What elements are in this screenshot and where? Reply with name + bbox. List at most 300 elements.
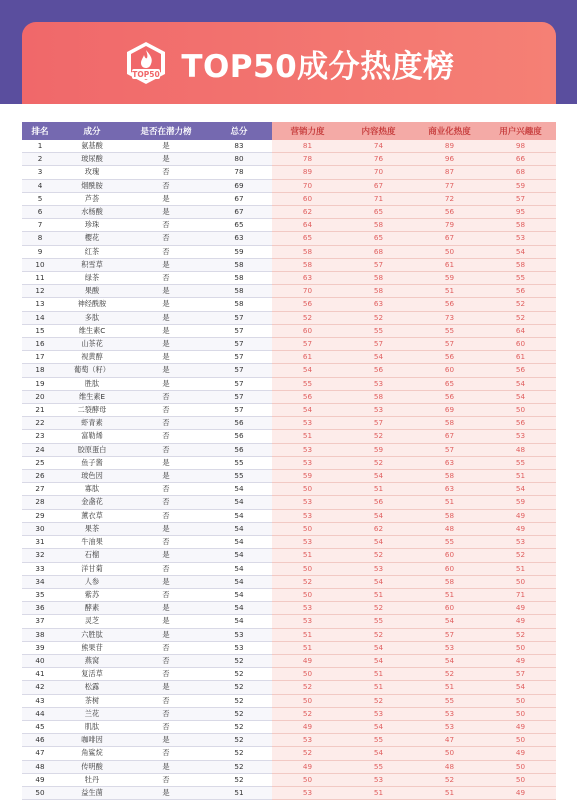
table-cell: 96 [414,153,485,166]
table-row [22,786,556,799]
table-cell: 54 [206,483,272,496]
table-cell: 67 [414,430,485,443]
table-cell: 维生素C [58,324,126,337]
table-cell: 52 [485,549,556,562]
table-cell: 否 [126,483,206,496]
table-cell: 55 [343,760,414,773]
table-cell: 54 [485,377,556,390]
table-cell: 20 [22,390,58,403]
table-cell: 58 [343,219,414,232]
table-cell: 52 [343,456,414,469]
table-cell: 58 [343,390,414,403]
table-cell: 64 [272,219,343,232]
table-cell: 53 [272,734,343,747]
table-cell: 23 [22,430,58,443]
table-cell: 54 [343,747,414,760]
table-cell: 57 [206,390,272,403]
table-cell: 63 [272,272,343,285]
table-cell: 红茶 [58,245,126,258]
table-cell: 50 [485,707,556,720]
table-cell: 是 [126,456,206,469]
table-cell: 52 [343,628,414,641]
table-row [22,773,556,786]
table-cell: 53 [206,641,272,654]
table-cell: 是 [126,351,206,364]
table-cell: 57 [206,404,272,417]
table-row [22,245,556,258]
table-cell: 1 [22,140,58,153]
table-cell: 54 [272,364,343,377]
table-row [22,298,556,311]
table-cell: 60 [485,338,556,351]
table-cell: 51 [414,496,485,509]
table-cell: 52 [485,628,556,641]
table-cell: 58 [272,245,343,258]
table-cell: 27 [22,483,58,496]
table-cell: 61 [485,351,556,364]
table-cell: 95 [485,206,556,219]
table-cell: 32 [22,549,58,562]
table-cell: 36 [22,602,58,615]
table-cell: 57 [485,192,556,205]
table-row [22,338,556,351]
table-cell: 是 [126,258,206,271]
table-cell: 30 [22,522,58,535]
table-cell: 芦荟 [58,192,126,205]
table-cell: 肌肽 [58,720,126,733]
table-cell: 54 [485,245,556,258]
table-cell: 59 [343,443,414,456]
table-cell: 富勒烯 [58,430,126,443]
table-cell: 是 [126,377,206,390]
table-cell: 传明酸 [58,760,126,773]
table-cell: 松露 [58,681,126,694]
ranking-table-container [22,122,556,800]
table-cell: 53 [272,496,343,509]
table-cell: 54 [343,509,414,522]
table-row [22,377,556,390]
table-cell: 63 [343,298,414,311]
table-cell: 49 [272,760,343,773]
table-cell: 52 [343,602,414,615]
table-cell: 98 [485,140,556,153]
table-cell: 46 [22,734,58,747]
table-cell: 65 [343,206,414,219]
table-row [22,668,556,681]
table-cell: 49 [485,747,556,760]
table-cell: 73 [414,311,485,324]
table-cell: 64 [485,324,556,337]
table-cell: 否 [126,747,206,760]
table-row [22,311,556,324]
table-cell: 否 [126,272,206,285]
table-cell: 52 [206,707,272,720]
table-cell: 87 [414,166,485,179]
table-cell: 50 [272,483,343,496]
table-cell: 51 [485,562,556,575]
table-cell: 50 [272,773,343,786]
table-row [22,509,556,522]
table-cell: 53 [272,615,343,628]
table-cell: 薰衣草 [58,509,126,522]
table-row [22,602,556,615]
table-row [22,720,556,733]
table-cell: 是 [126,311,206,324]
table-row [22,285,556,298]
table-cell: 是 [126,602,206,615]
table-cell: 53 [343,404,414,417]
table-cell: 50 [22,786,58,799]
table-cell: 60 [414,562,485,575]
table-cell: 否 [126,668,206,681]
table-cell: 55 [414,324,485,337]
table-cell: 57 [272,338,343,351]
table-cell: 56 [206,417,272,430]
table-cell: 51 [343,786,414,799]
table-cell: 玻尿酸 [58,153,126,166]
table-cell: 维生素E [58,390,126,403]
table-cell: 55 [206,456,272,469]
table-cell: 52 [206,668,272,681]
table-cell: 16 [22,338,58,351]
table-row [22,166,556,179]
table-cell: 是 [126,140,206,153]
table-cell: 否 [126,773,206,786]
table-cell: 53 [414,641,485,654]
table-cell: 52 [272,707,343,720]
table-cell: 59 [485,179,556,192]
table-cell: 是 [126,338,206,351]
table-cell: 49 [485,522,556,535]
table-cell: 57 [206,324,272,337]
table-cell: 65 [206,219,272,232]
table-cell: 63 [414,483,485,496]
table-cell: 69 [414,404,485,417]
table-cell: 50 [485,694,556,707]
table-cell: 53 [343,707,414,720]
table-cell: 58 [272,258,343,271]
table-cell: 50 [414,747,485,760]
table-cell: 34 [22,575,58,588]
table-cell: 60 [414,602,485,615]
table-cell: 52 [343,311,414,324]
table-cell: 是 [126,734,206,747]
table-cell: 否 [126,707,206,720]
table-cell: 是 [126,760,206,773]
table-cell: 14 [22,311,58,324]
table-row [22,549,556,562]
table-cell: 57 [414,443,485,456]
table-cell: 17 [22,351,58,364]
page-title: TOP50成分热度榜 [181,48,455,85]
table-cell: 50 [485,575,556,588]
table-cell: 53 [206,628,272,641]
table-cell: 2 [22,153,58,166]
table-cell: 胶原蛋白 [58,443,126,456]
table-cell: 否 [126,562,206,575]
table-cell: 50 [485,773,556,786]
table-cell: 52 [414,668,485,681]
table-cell: 否 [126,641,206,654]
table-cell: 绿茶 [58,272,126,285]
table-cell: 否 [126,417,206,430]
table-cell: 52 [343,549,414,562]
table-cell: 58 [206,258,272,271]
table-cell: 6 [22,206,58,219]
table-row [22,615,556,628]
table-cell: 56 [414,351,485,364]
table-cell: 59 [414,272,485,285]
table-cell: 65 [414,377,485,390]
table-cell: 否 [126,536,206,549]
table-cell: 13 [22,298,58,311]
table-cell: 58 [485,219,556,232]
table-cell: 酵素 [58,602,126,615]
table-cell: 49 [485,615,556,628]
table-cell: 57 [206,351,272,364]
table-cell: 紫苏 [58,588,126,601]
table-cell: 51 [206,786,272,799]
table-cell: 77 [414,179,485,192]
table-cell: 70 [343,166,414,179]
table-cell: 57 [485,668,556,681]
table-cell: 67 [414,232,485,245]
table-cell: 53 [343,562,414,575]
table-cell: 62 [343,522,414,535]
table-cell: 54 [206,588,272,601]
table-cell: 57 [206,364,272,377]
table-cell: 寡肽 [58,483,126,496]
table-cell: 神经酰胺 [58,298,126,311]
table-cell: 60 [272,324,343,337]
table-row [22,232,556,245]
table-row [22,364,556,377]
table-cell: 否 [126,390,206,403]
table-cell: 二裂酵母 [58,404,126,417]
table-cell: 兰花 [58,707,126,720]
table-cell: 49 [485,509,556,522]
table-cell: 是 [126,628,206,641]
table-cell: 54 [206,509,272,522]
table-cell: 43 [22,694,58,707]
table-cell: 否 [126,219,206,232]
table-cell: 水杨酸 [58,206,126,219]
table-header-row [22,122,556,140]
table-row [22,562,556,575]
table-cell: 51 [343,668,414,681]
table-cell: 54 [272,404,343,417]
table-cell: 41 [22,668,58,681]
table-cell: 人参 [58,575,126,588]
table-row [22,707,556,720]
table-cell: 63 [206,232,272,245]
table-cell: 51 [485,470,556,483]
table-body [22,140,556,800]
table-cell: 49 [272,654,343,667]
table-row [22,641,556,654]
table-cell: 虾青素 [58,417,126,430]
column-header: 用户兴趣度 [485,122,556,140]
table-cell: 56 [414,298,485,311]
table-cell: 珍珠 [58,219,126,232]
table-cell: 63 [414,456,485,469]
table-cell: 54 [206,549,272,562]
table-row [22,390,556,403]
table-cell: 60 [272,192,343,205]
table-cell: 55 [485,456,556,469]
table-cell: 25 [22,456,58,469]
table-cell: 67 [206,206,272,219]
table-cell: 复活草 [58,668,126,681]
table-cell: 28 [22,496,58,509]
table-cell: 62 [272,206,343,219]
table-cell: 53 [343,773,414,786]
table-cell: 53 [485,536,556,549]
table-cell: 35 [22,588,58,601]
table-cell: 53 [272,786,343,799]
table-cell: 积雪草 [58,258,126,271]
table-cell: 8 [22,232,58,245]
table-cell: 61 [272,351,343,364]
table-cell: 咖啡因 [58,734,126,747]
table-cell: 否 [126,588,206,601]
table-cell: 52 [485,298,556,311]
table-cell: 54 [485,390,556,403]
table-cell: 68 [343,245,414,258]
table-cell: 燕窝 [58,654,126,667]
table-cell: 52 [206,773,272,786]
table-cell: 58 [414,417,485,430]
table-cell: 56 [414,206,485,219]
table-cell: 樱花 [58,232,126,245]
table-cell: 52 [272,681,343,694]
table-cell: 58 [485,258,556,271]
table-cell: 40 [22,654,58,667]
table-row [22,654,556,667]
table-cell: 57 [206,311,272,324]
table-cell: 否 [126,232,206,245]
table-cell: 53 [272,443,343,456]
table-row [22,258,556,271]
table-cell: 否 [126,720,206,733]
table-row [22,575,556,588]
table-row [22,760,556,773]
table-cell: 57 [414,338,485,351]
table-row [22,734,556,747]
table-cell: 52 [206,720,272,733]
table-cell: 55 [485,272,556,285]
table-cell: 54 [485,483,556,496]
column-header: 是否在潜力榜 [126,122,206,140]
table-cell: 52 [272,575,343,588]
table-cell: 22 [22,417,58,430]
table-cell: 53 [343,377,414,390]
table-cell: 53 [485,232,556,245]
table-cell: 牡丹 [58,773,126,786]
table-cell: 31 [22,536,58,549]
table-cell: 3 [22,166,58,179]
table-cell: 79 [414,219,485,232]
table-cell: 51 [414,681,485,694]
table-cell: 否 [126,443,206,456]
table-cell: 54 [343,720,414,733]
table-cell: 果茶 [58,522,126,535]
table-cell: 52 [206,760,272,773]
table-cell: 53 [414,707,485,720]
table-cell: 53 [272,417,343,430]
table-row [22,747,556,760]
table-cell: 石榴 [58,549,126,562]
table-cell: 74 [343,140,414,153]
table-row [22,272,556,285]
table-cell: 48 [22,760,58,773]
table-cell: 51 [272,549,343,562]
table-cell: 49 [485,786,556,799]
table-cell: 52 [485,311,556,324]
table-cell: 70 [272,179,343,192]
table-cell: 15 [22,324,58,337]
table-cell: 53 [272,456,343,469]
table-cell: 果酸 [58,285,126,298]
table-cell: 49 [485,654,556,667]
table-row [22,628,556,641]
column-header: 商业化热度 [414,122,485,140]
table-row [22,219,556,232]
table-cell: 26 [22,470,58,483]
table-cell: 否 [126,654,206,667]
table-row [22,483,556,496]
table-cell: 54 [414,654,485,667]
table-row [22,430,556,443]
table-cell: 烟酰胺 [58,179,126,192]
table-cell: 胜肽 [58,377,126,390]
table-cell: 48 [485,443,556,456]
table-cell: 否 [126,496,206,509]
table-cell: 56 [485,285,556,298]
table-cell: 52 [206,694,272,707]
table-cell: 50 [485,404,556,417]
table-cell: 58 [343,272,414,285]
table-cell: 54 [206,522,272,535]
table-cell: 玫瑰 [58,166,126,179]
table-cell: 51 [414,285,485,298]
table-cell: 50 [414,245,485,258]
logo-text: TOP50 [132,70,161,79]
table-cell: 45 [22,720,58,733]
table-cell: 9 [22,245,58,258]
table-row [22,206,556,219]
table-cell: 山茶花 [58,338,126,351]
column-header: 成分 [58,122,126,140]
table-cell: 51 [343,681,414,694]
table-cell: 38 [22,628,58,641]
table-cell: 54 [343,470,414,483]
table-cell: 50 [485,641,556,654]
table-cell: 52 [206,681,272,694]
table-cell: 61 [414,258,485,271]
table-cell: 益生菌 [58,786,126,799]
table-cell: 58 [206,285,272,298]
table-cell: 29 [22,509,58,522]
table-cell: 10 [22,258,58,271]
table-cell: 83 [206,140,272,153]
table-cell: 52 [206,747,272,760]
table-cell: 葡萄（籽） [58,364,126,377]
table-cell: 81 [272,140,343,153]
table-cell: 56 [485,364,556,377]
table-cell: 55 [414,694,485,707]
table-cell: 58 [414,470,485,483]
